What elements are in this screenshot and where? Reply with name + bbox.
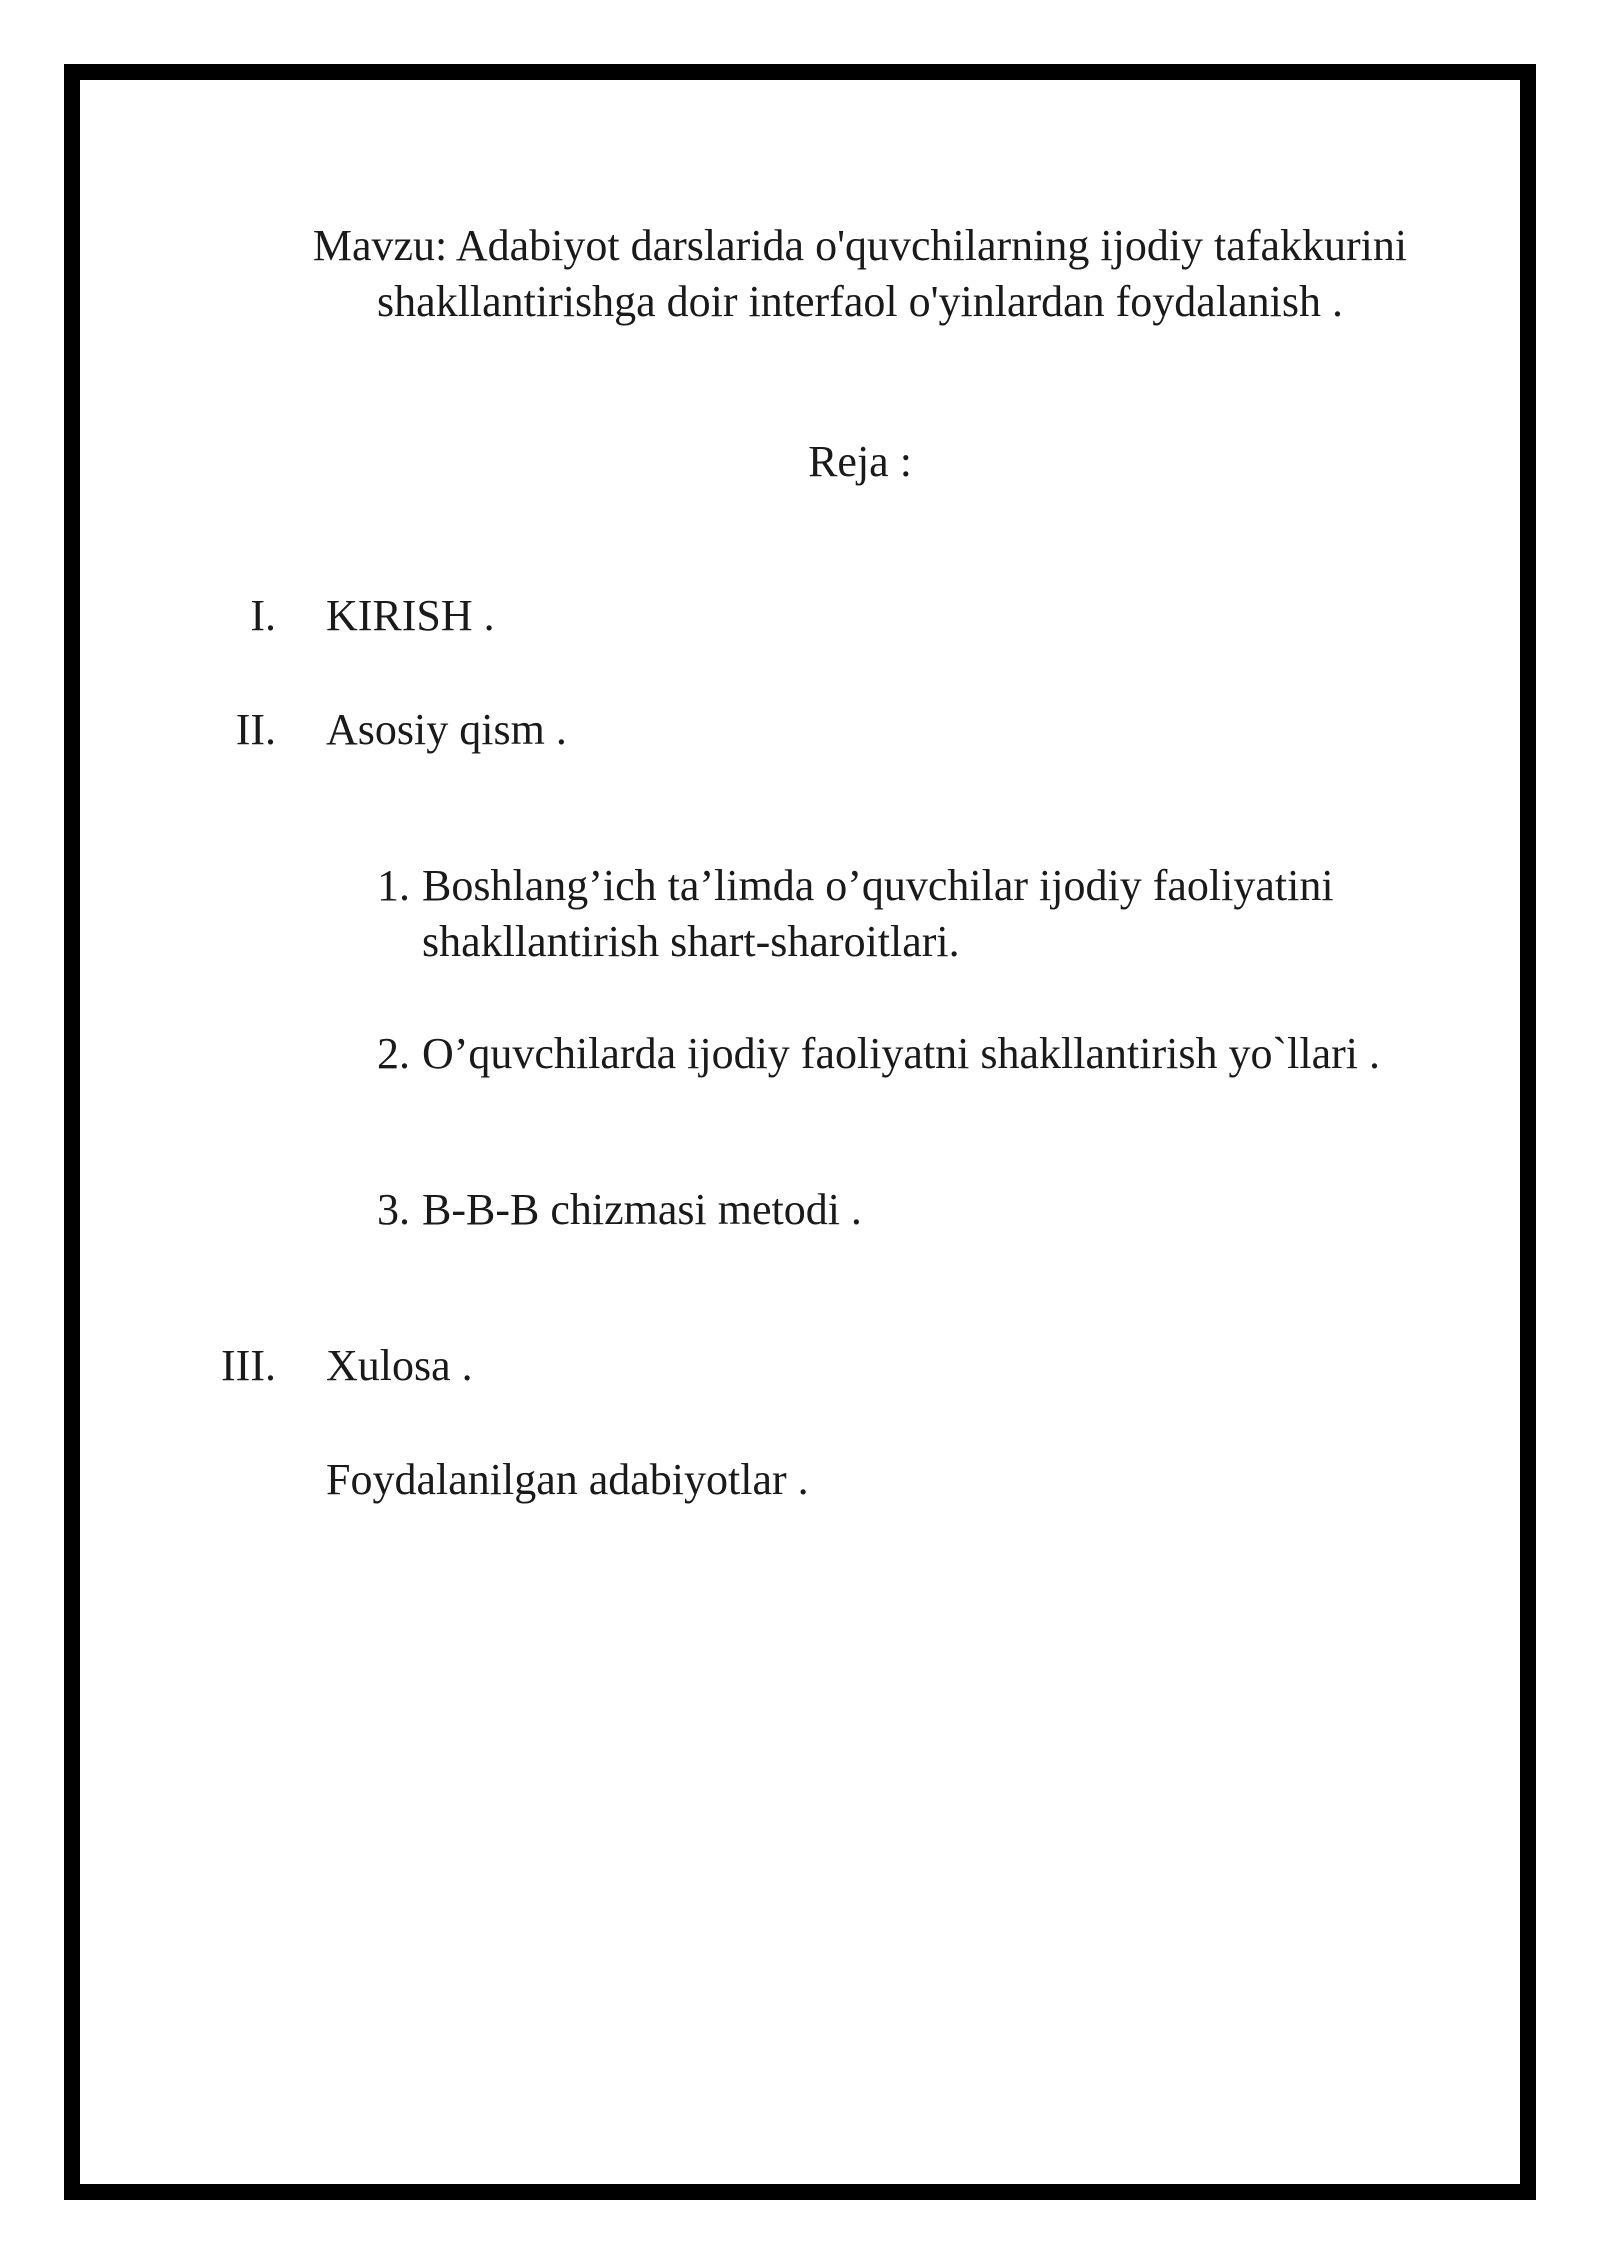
section-label-xulosa: Xulosa . — [326, 1341, 473, 1390]
plan-heading: Reja : — [808, 437, 912, 486]
page-border — [64, 64, 1536, 2200]
subitem-number-1: 1. — [377, 861, 410, 910]
section-label-asosiy: Asosiy qism . — [326, 705, 567, 754]
subitem-number-3: 3. — [377, 1185, 410, 1234]
subitem-number-2: 2. — [377, 1029, 410, 1078]
subitem-2-line-1: O’quvchilarda ijodiy faoliyatni shakllantirish yo`llari . — [422, 1029, 1380, 1078]
section-numeral-2: II. — [235, 705, 276, 754]
document-title — [230, 218, 1490, 330]
section-numeral-3: III. — [221, 1341, 276, 1390]
title-line-1: Mavzu: Adabiyot darslarida o'quvchilarning ijodiy tafakkurini — [312, 221, 1408, 270]
references-label: Foydalanilgan adabiyotlar . — [326, 1455, 809, 1504]
section-label-kirish: KIRISH . — [326, 591, 495, 640]
title-line-2: shakllantirishga doir interfaol o'yinlardan foydalanish . — [377, 277, 1343, 326]
subitem-1-line-2: shakllantirish shart-sharoitlari. — [422, 917, 960, 966]
subitem-1-line-1: Boshlang’ich ta’limda o’quvchilar ijodiy faoliyatini — [422, 861, 1334, 910]
subitem-3-line-1: B-B-B chizmasi metodi . — [422, 1185, 862, 1234]
section-numeral-1: I. — [250, 591, 276, 640]
